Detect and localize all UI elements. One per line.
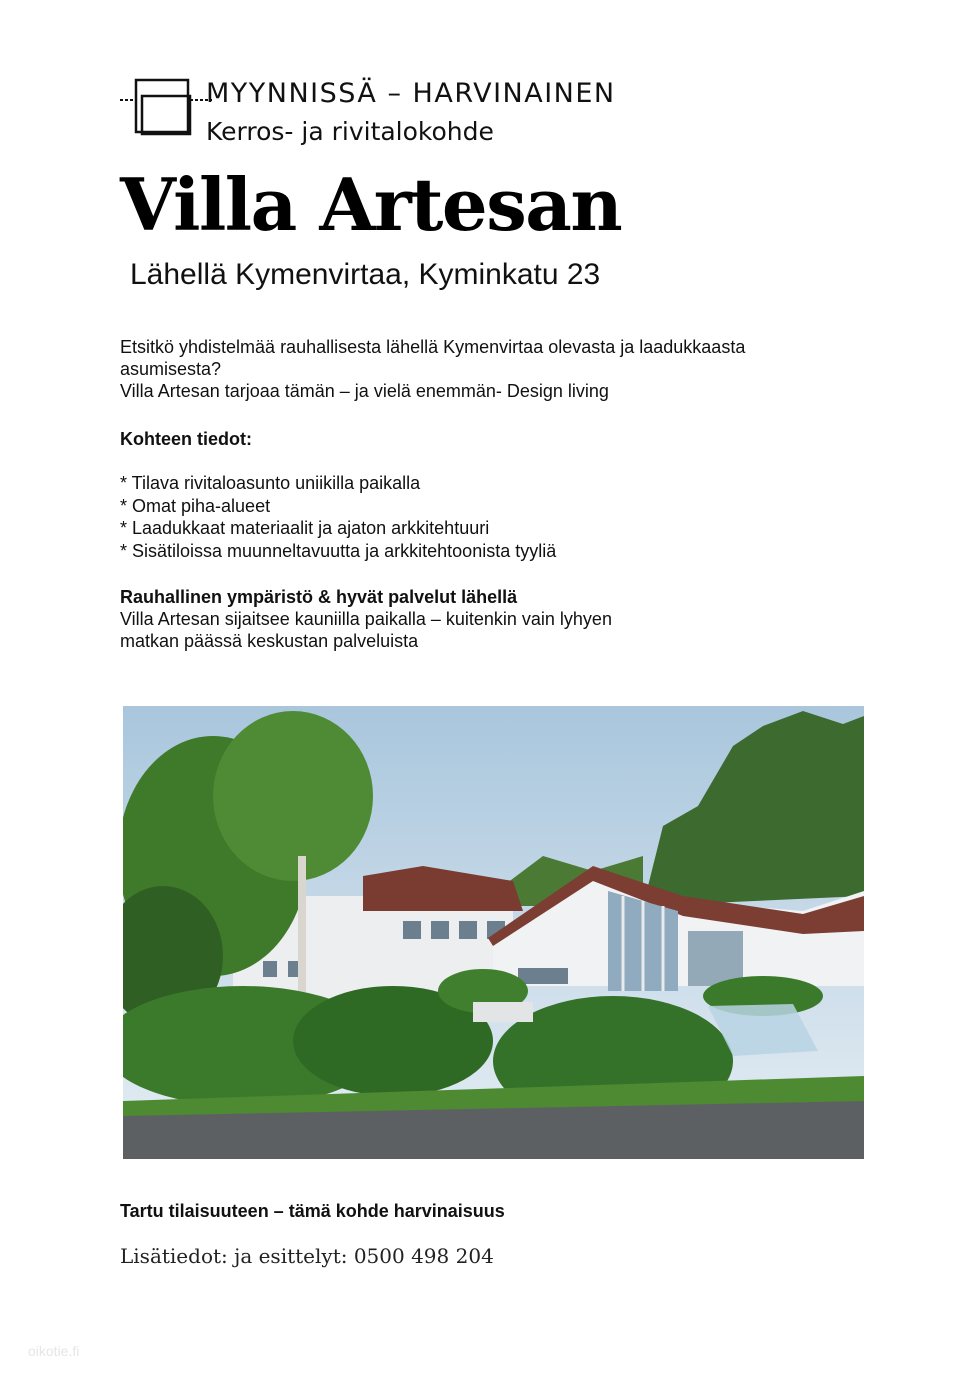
- details-heading: Kohteen tiedot:: [120, 429, 252, 449]
- list-item: * Omat piha-alueet: [120, 496, 271, 516]
- intro-line: Villa Artesan tarjoaa tämän – ja vielä enemmän- Design living: [120, 381, 609, 401]
- sale-status-heading: MYYNNISSÄ – HARVINAINEN: [206, 78, 616, 109]
- property-type-heading: Kerros- ja rivitalokohde: [206, 117, 494, 146]
- watermark: oikotie.fi: [28, 1343, 80, 1359]
- page-title: Villa Artesan: [120, 162, 622, 247]
- environment-line: Villa Artesan sijaitsee kauniilla paikalla – kuitenkin vain lyhyen: [120, 609, 612, 629]
- agency-logo: [120, 78, 212, 140]
- list-item: * Sisätiloissa muunneltavuutta ja arkkitehtoonista tyyliä: [120, 541, 557, 561]
- address-subtitle: Lähellä Kymenvirtaa, Kyminkatu 23: [130, 258, 601, 291]
- intro-line: Etsitkö yhdistelmää rauhallisesta lähellä Kymenvirtaa olevasta ja laadukkaasta: [120, 337, 746, 357]
- call-to-action: Tartu tilaisuuteen – tämä kohde harvinaisuus: [120, 1201, 505, 1221]
- list-item: * Laadukkaat materiaalit ja ajaton arkkitehtuuri: [120, 518, 490, 538]
- list-item: * Tilava rivitaloasunto uniikilla paikalla: [120, 473, 421, 493]
- contact-info: Lisätiedot: ja esittelyt: 0500 498 204: [120, 1244, 494, 1268]
- environment-heading: Rauhallinen ympäristö & hyvät palvelut lähellä: [120, 587, 518, 607]
- property-photo: [123, 706, 864, 1159]
- intro-line: asumisesta?: [120, 359, 222, 379]
- environment-line: matkan päässä keskustan palveluista: [120, 631, 419, 651]
